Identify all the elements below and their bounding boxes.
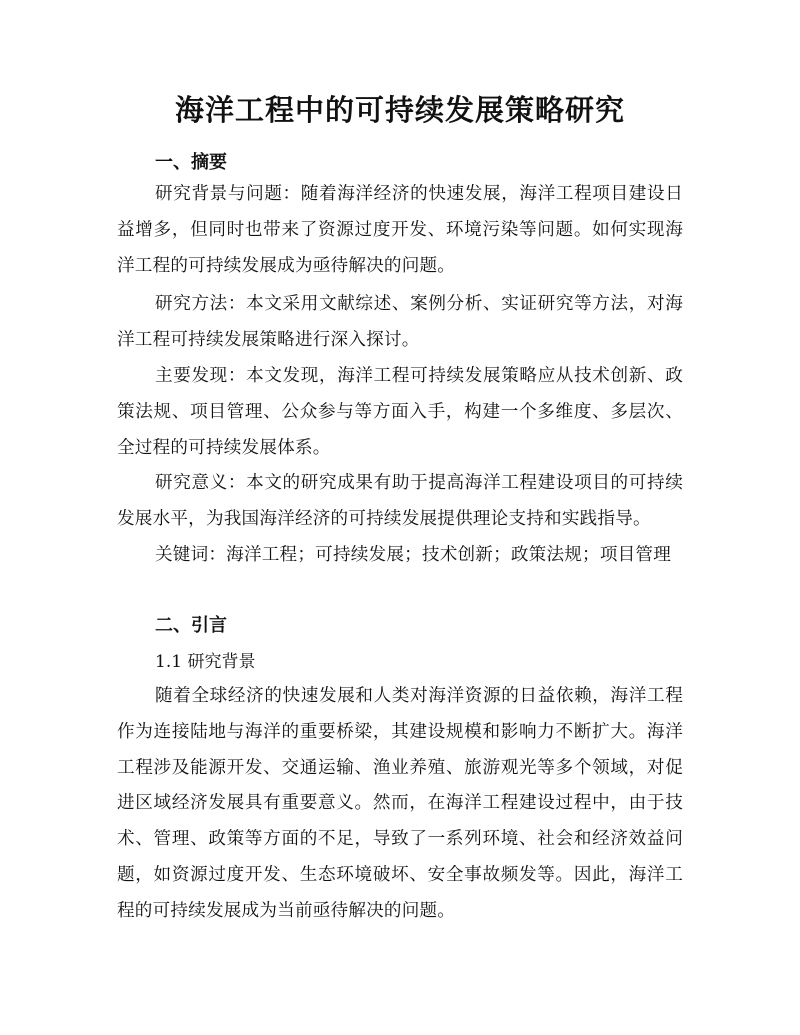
introduction-heading: 二、引言 — [155, 615, 227, 636]
abstract-background-paragraph: 研究背景与问题：随着海洋经济的快速发展，海洋工程项目建设日益增多，但同时也带来了资源过度开发、环境污染等问题。如何实现海洋工程的可持续发展成为亟待解决的问题。 — [117, 184, 683, 276]
document-title: 海洋工程中的可持续发展策略研究 — [174, 93, 625, 127]
research-background-subheading: 1.1 研究背景 — [155, 652, 256, 672]
abstract-heading: 一、摘要 — [155, 152, 227, 173]
introduction-paragraph: 随着全球经济的快速发展和人类对海洋资源的日益依赖，海洋工程作为连接陆地与海洋的重要桥梁，其建设规模和影响力不断扩大。海洋工程涉及能源开发、交通运输、渔业养殖、旅游观光等多个领域，对促进区域经济发展具有重要意义。然而，在海洋工程建设过程中，由于技术、管理、政策等方面的不足，导致了一系列环境、社会和经济效益问题，如资源过度开发、生态环境破坏、安全事故频发等。因此，海洋工程的可持续发展成为当前亟待解决的问题。 — [117, 686, 683, 921]
keywords-paragraph: 关键词：海洋工程；可持续发展；技术创新；政策法规；项目管理 — [155, 545, 672, 565]
abstract-significance-paragraph: 研究意义：本文的研究成果有助于提高海洋工程建设项目的可持续发展水平，为我国海洋经济的可持续发展提供理论支持和实践指导。 — [117, 473, 683, 529]
abstract-methods-paragraph: 研究方法：本文采用文献综述、案例分析、实证研究等方法，对海洋工程可持续发展策略进行深入探讨。 — [117, 294, 683, 350]
abstract-findings-paragraph: 主要发现：本文发现，海洋工程可持续发展策略应从技术创新、政策法规、项目管理、公众参与等方面入手，构建一个多维度、多层次、全过程的可持续发展体系。 — [117, 366, 683, 458]
